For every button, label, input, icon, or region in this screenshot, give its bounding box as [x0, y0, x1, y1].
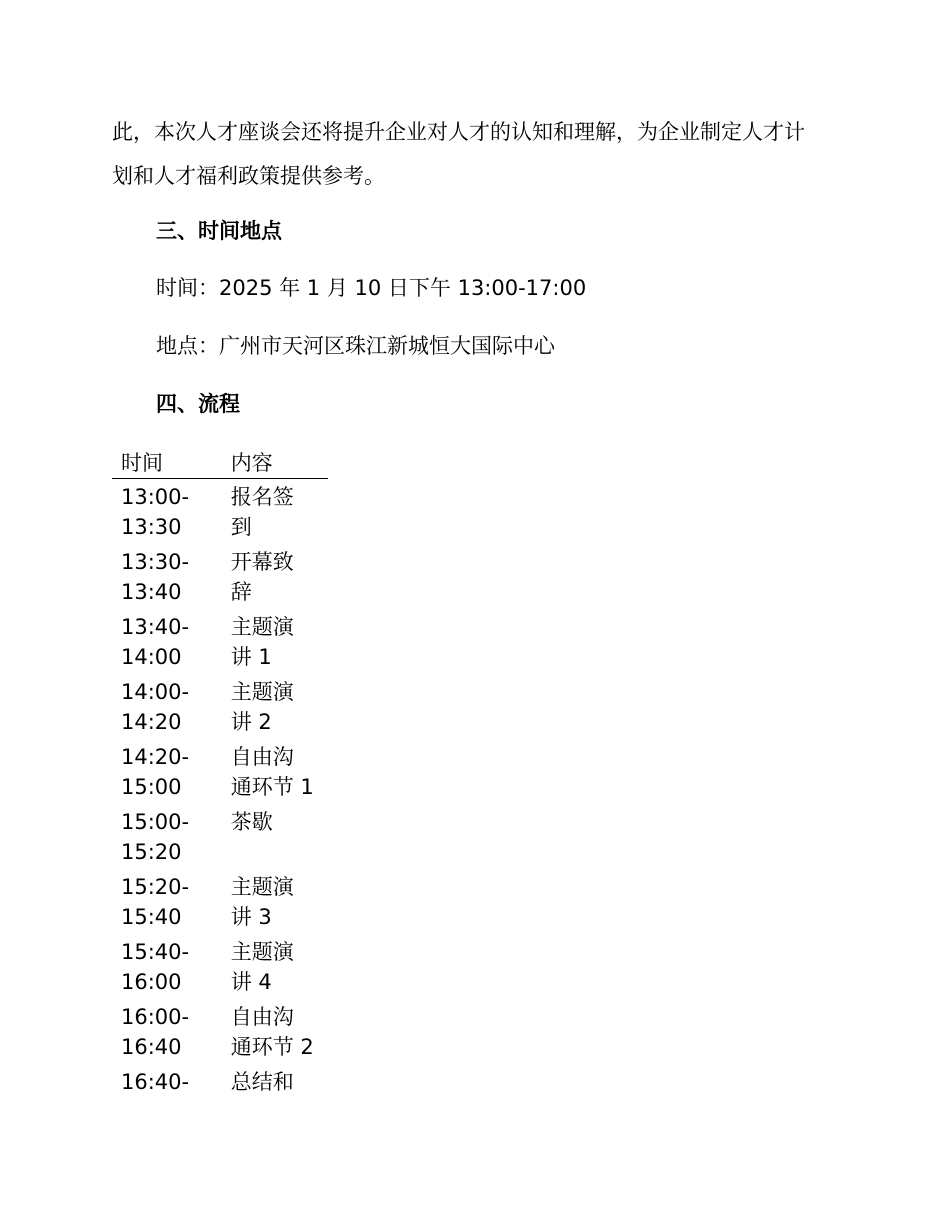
agenda-content-cell [222, 544, 328, 609]
agenda-time-cell [112, 934, 222, 999]
agenda-content-text: 辞 [230, 580, 252, 604]
agenda-content-cell [222, 479, 328, 545]
agenda-content-text: 主题演 [230, 615, 294, 639]
agenda-time-text: 13:30- [121, 550, 190, 574]
agenda-time-cell [112, 999, 222, 1064]
agenda-time-text: 15:00- [121, 810, 190, 834]
agenda-content-cell [222, 804, 328, 869]
agenda-content-text: 开幕致 [230, 550, 294, 574]
agenda-content-cell [222, 934, 328, 999]
table-row [112, 479, 328, 545]
event-time: 时间：2025 年 1 月 10 日下午 13:00-17:00 [156, 276, 587, 300]
intro-paragraph-line: 划和人才福利政策提供参考。 [112, 164, 385, 188]
agenda-time-text: 14:20 [121, 710, 182, 734]
event-location: 地点：广州市天河区珠江新城恒大国际中心 [156, 334, 555, 358]
table-row [112, 739, 328, 804]
agenda-content-text: 主题演 [230, 875, 294, 899]
agenda-time-cell [112, 544, 222, 609]
agenda-time-text: 14:00- [121, 680, 190, 704]
table-row [112, 999, 328, 1064]
agenda-content-text: 主题演 [230, 940, 294, 964]
table-row [112, 674, 328, 739]
agenda-time-text: 15:40- [121, 940, 190, 964]
agenda-content-cell [222, 1064, 328, 1099]
table-row [112, 934, 328, 999]
agenda-content-text: 报名签 [230, 485, 294, 509]
agenda-time-cell [112, 674, 222, 739]
agenda-content-text: 到 [230, 515, 252, 539]
agenda-time-cell [112, 479, 222, 545]
agenda-content-text: 通环节 1 [230, 775, 314, 799]
table-row [112, 609, 328, 674]
agenda-time-cell [112, 739, 222, 804]
agenda-content-text: 主题演 [230, 680, 294, 704]
agenda-content-cell [222, 609, 328, 674]
table-row [112, 544, 328, 609]
agenda-time-text: 14:20- [121, 745, 190, 769]
table-row [112, 869, 328, 934]
agenda-time-text: 16:00 [121, 970, 182, 994]
agenda-content-text: 讲 3 [230, 905, 272, 929]
section-heading-time-location: 三、时间地点 [156, 219, 282, 243]
column-header-time: 时间 [112, 449, 222, 479]
agenda-content-text: 通环节 2 [230, 1035, 314, 1059]
agenda-content-text: 自由沟 [230, 745, 294, 769]
agenda-content-cell [222, 999, 328, 1064]
agenda-content-cell [222, 674, 328, 739]
intro-paragraph [112, 110, 834, 198]
section-heading-agenda: 四、流程 [156, 392, 240, 416]
agenda-table-body [112, 479, 328, 1100]
table-row [112, 804, 328, 869]
agenda-time-text: 15:40 [121, 905, 182, 929]
agenda-time-text: 13:00- [121, 485, 190, 509]
table-row [112, 1064, 328, 1099]
agenda-content-text: 茶歇 [230, 810, 273, 834]
agenda-time-text: 16:40- [121, 1070, 190, 1094]
agenda-time-text: 13:40- [121, 615, 190, 639]
intro-paragraph-line: 此，本次人才座谈会还将提升企业对人才的认知和理解，为企业制定人才计 [112, 120, 805, 144]
agenda-time-text: 16:40 [121, 1035, 182, 1059]
agenda-table [112, 449, 328, 1099]
agenda-time-cell [112, 1064, 222, 1099]
agenda-time-text: 16:00- [121, 1005, 190, 1029]
agenda-time-text: 14:00 [121, 645, 182, 669]
agenda-time-cell [112, 804, 222, 869]
agenda-content-cell [222, 869, 328, 934]
agenda-table-header [112, 449, 328, 479]
agenda-content-text: 总结和 [230, 1070, 294, 1094]
agenda-content-text: 讲 2 [230, 710, 272, 734]
agenda-content-text: 讲 1 [230, 645, 272, 669]
agenda-time-text: 15:20 [121, 840, 182, 864]
agenda-time-cell [112, 609, 222, 674]
agenda-time-text: 15:00 [121, 775, 182, 799]
agenda-time-text: 15:20- [121, 875, 190, 899]
agenda-time-cell [112, 869, 222, 934]
agenda-time-text: 13:40 [121, 580, 182, 604]
agenda-content-text: 讲 4 [230, 970, 272, 994]
agenda-content-text: 自由沟 [230, 1005, 294, 1029]
column-header-content: 内容 [222, 449, 328, 479]
agenda-time-text: 13:30 [121, 515, 182, 539]
agenda-content-cell [222, 739, 328, 804]
